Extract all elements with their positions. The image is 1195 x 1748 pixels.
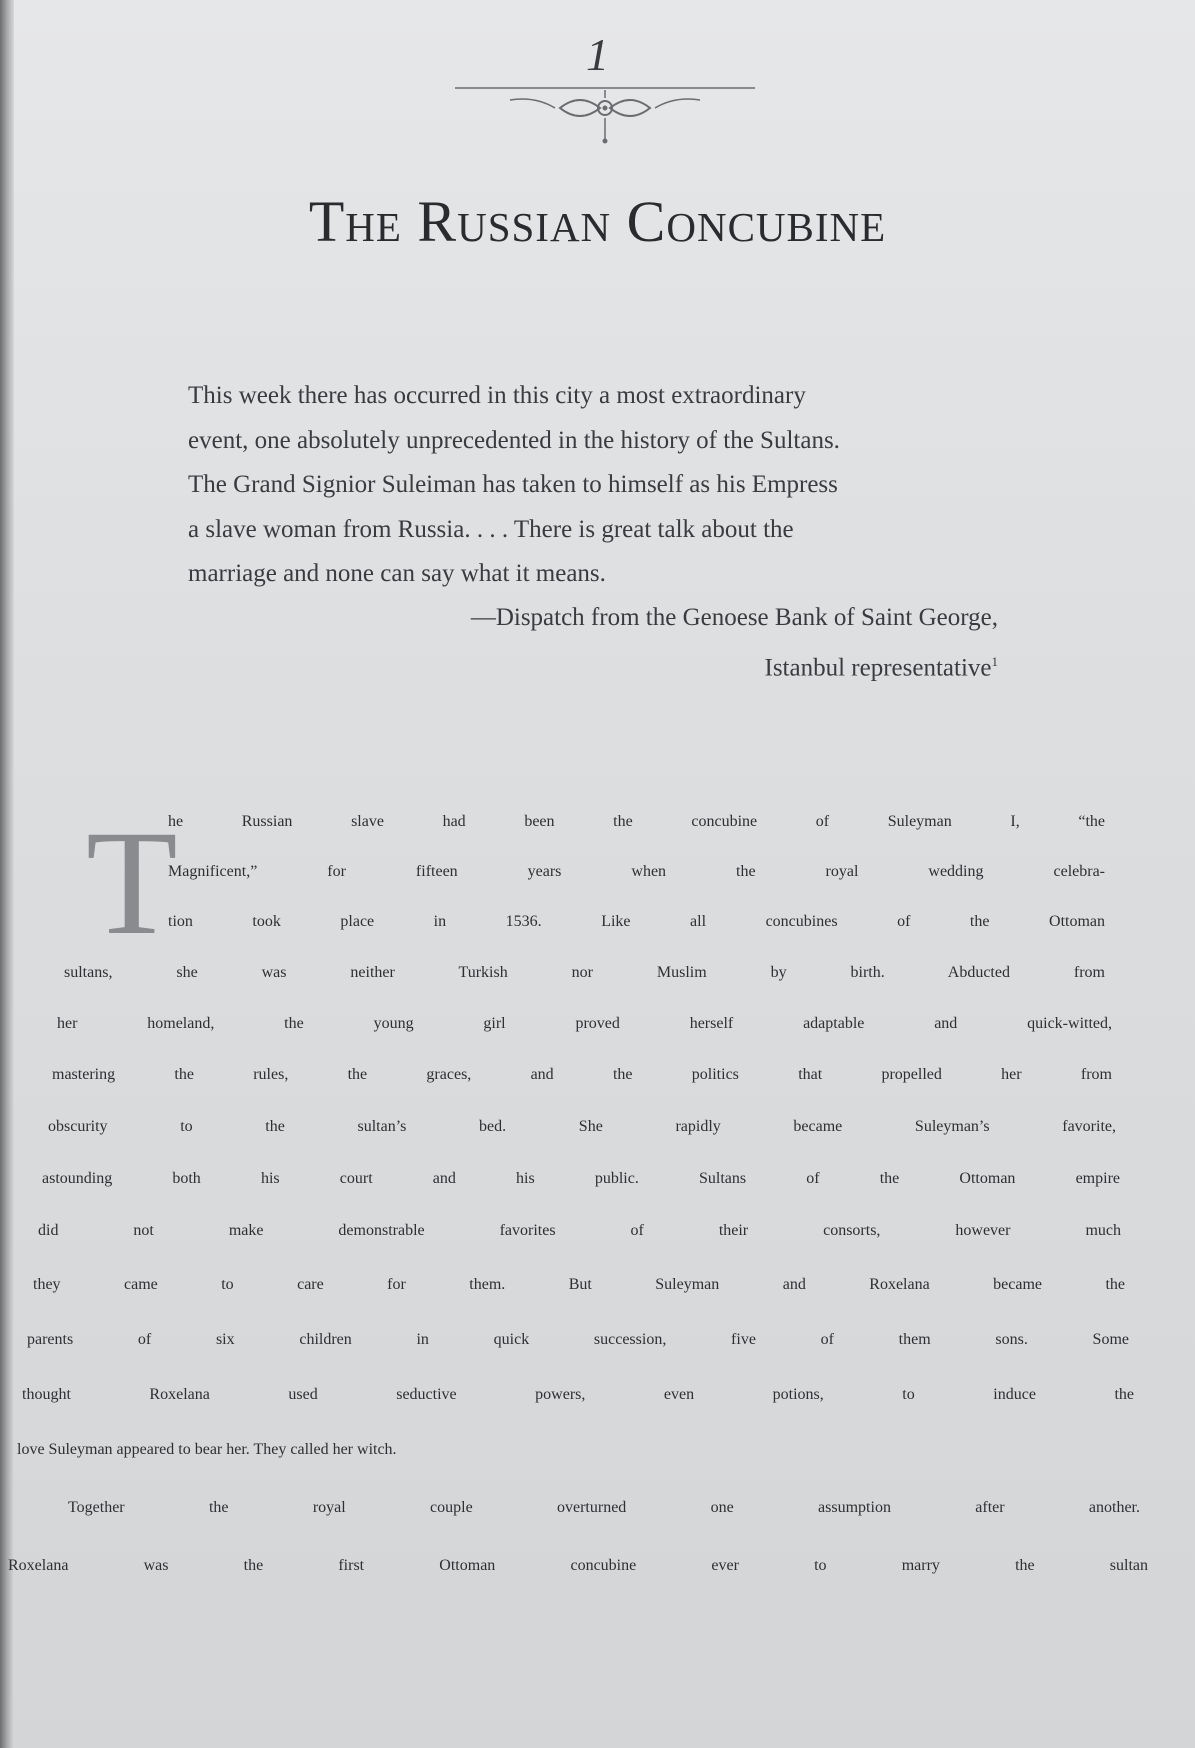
epigraph-line: event, one absolutely unprecedented in the history of the Sultans. — [188, 426, 840, 454]
ornament-divider-icon — [450, 78, 760, 148]
body-line: tion took place in 1536. Like all concubines of the Ottoman — [168, 913, 1105, 930]
body-line: Magnificent,” for fifteen years when the royal wedding celebra- — [168, 863, 1105, 880]
epigraph — [188, 374, 998, 597]
body-line: sultans, she was neither Turkish nor Muslim by birth. Abducted from — [64, 964, 1105, 981]
body-line: he Russian slave had been the concubine of Suleyman I, “the — [168, 813, 1105, 830]
body-line: mastering the rules, the graces, and the politics that propelled her from — [52, 1066, 1112, 1083]
body-line: obscurity to the sultan’s bed. She rapidly became Suleyman’s favorite, — [48, 1118, 1116, 1135]
body-line: Together the royal couple overturned one assumption after another. — [68, 1499, 1140, 1516]
body-line: parents of six children in quick succession, five of them sons. Some — [27, 1331, 1129, 1348]
attribution-source: Istanbul representative — [764, 654, 992, 682]
epigraph-attribution-line-1: —Dispatch from the Genoese Bank of Saint George, — [470, 604, 998, 631]
chapter-number: 1 — [586, 29, 609, 80]
body-line: her homeland, the young girl proved herself adaptable and quick-witted, — [57, 1015, 1112, 1032]
chapter-title: The Russian Concubine — [308, 189, 887, 254]
epigraph-attribution-line-2 — [188, 640, 998, 690]
body-line: did not make demonstrable favorites of their consorts, however much — [38, 1222, 1121, 1239]
body-line: love Suleyman appeared to bear her. They called her witch. — [17, 1441, 397, 1458]
footnote-marker: 1 — [991, 654, 998, 669]
drop-cap: T — [86, 800, 178, 966]
body-line: Roxelana was the first Ottoman concubine ever to marry the sultan — [8, 1557, 1148, 1574]
epigraph-line: a slave woman from Russia. . . . There is great talk about the — [188, 515, 794, 543]
body-line: astounding both his court and his public. Sultans of the Ottoman empire — [42, 1170, 1120, 1187]
body-line: they came to care for them. But Suleyman and Roxelana became the — [33, 1276, 1125, 1293]
epigraph-line: The Grand Signior Suleiman has taken to himself as his Empress — [188, 471, 838, 498]
epigraph-line: marriage and none can say what it means. — [188, 560, 606, 587]
epigraph-line: This week there has occurred in this city a most extraordinary — [188, 382, 806, 409]
body-line: thought Roxelana used seductive powers, even potions, to induce the — [22, 1386, 1134, 1403]
